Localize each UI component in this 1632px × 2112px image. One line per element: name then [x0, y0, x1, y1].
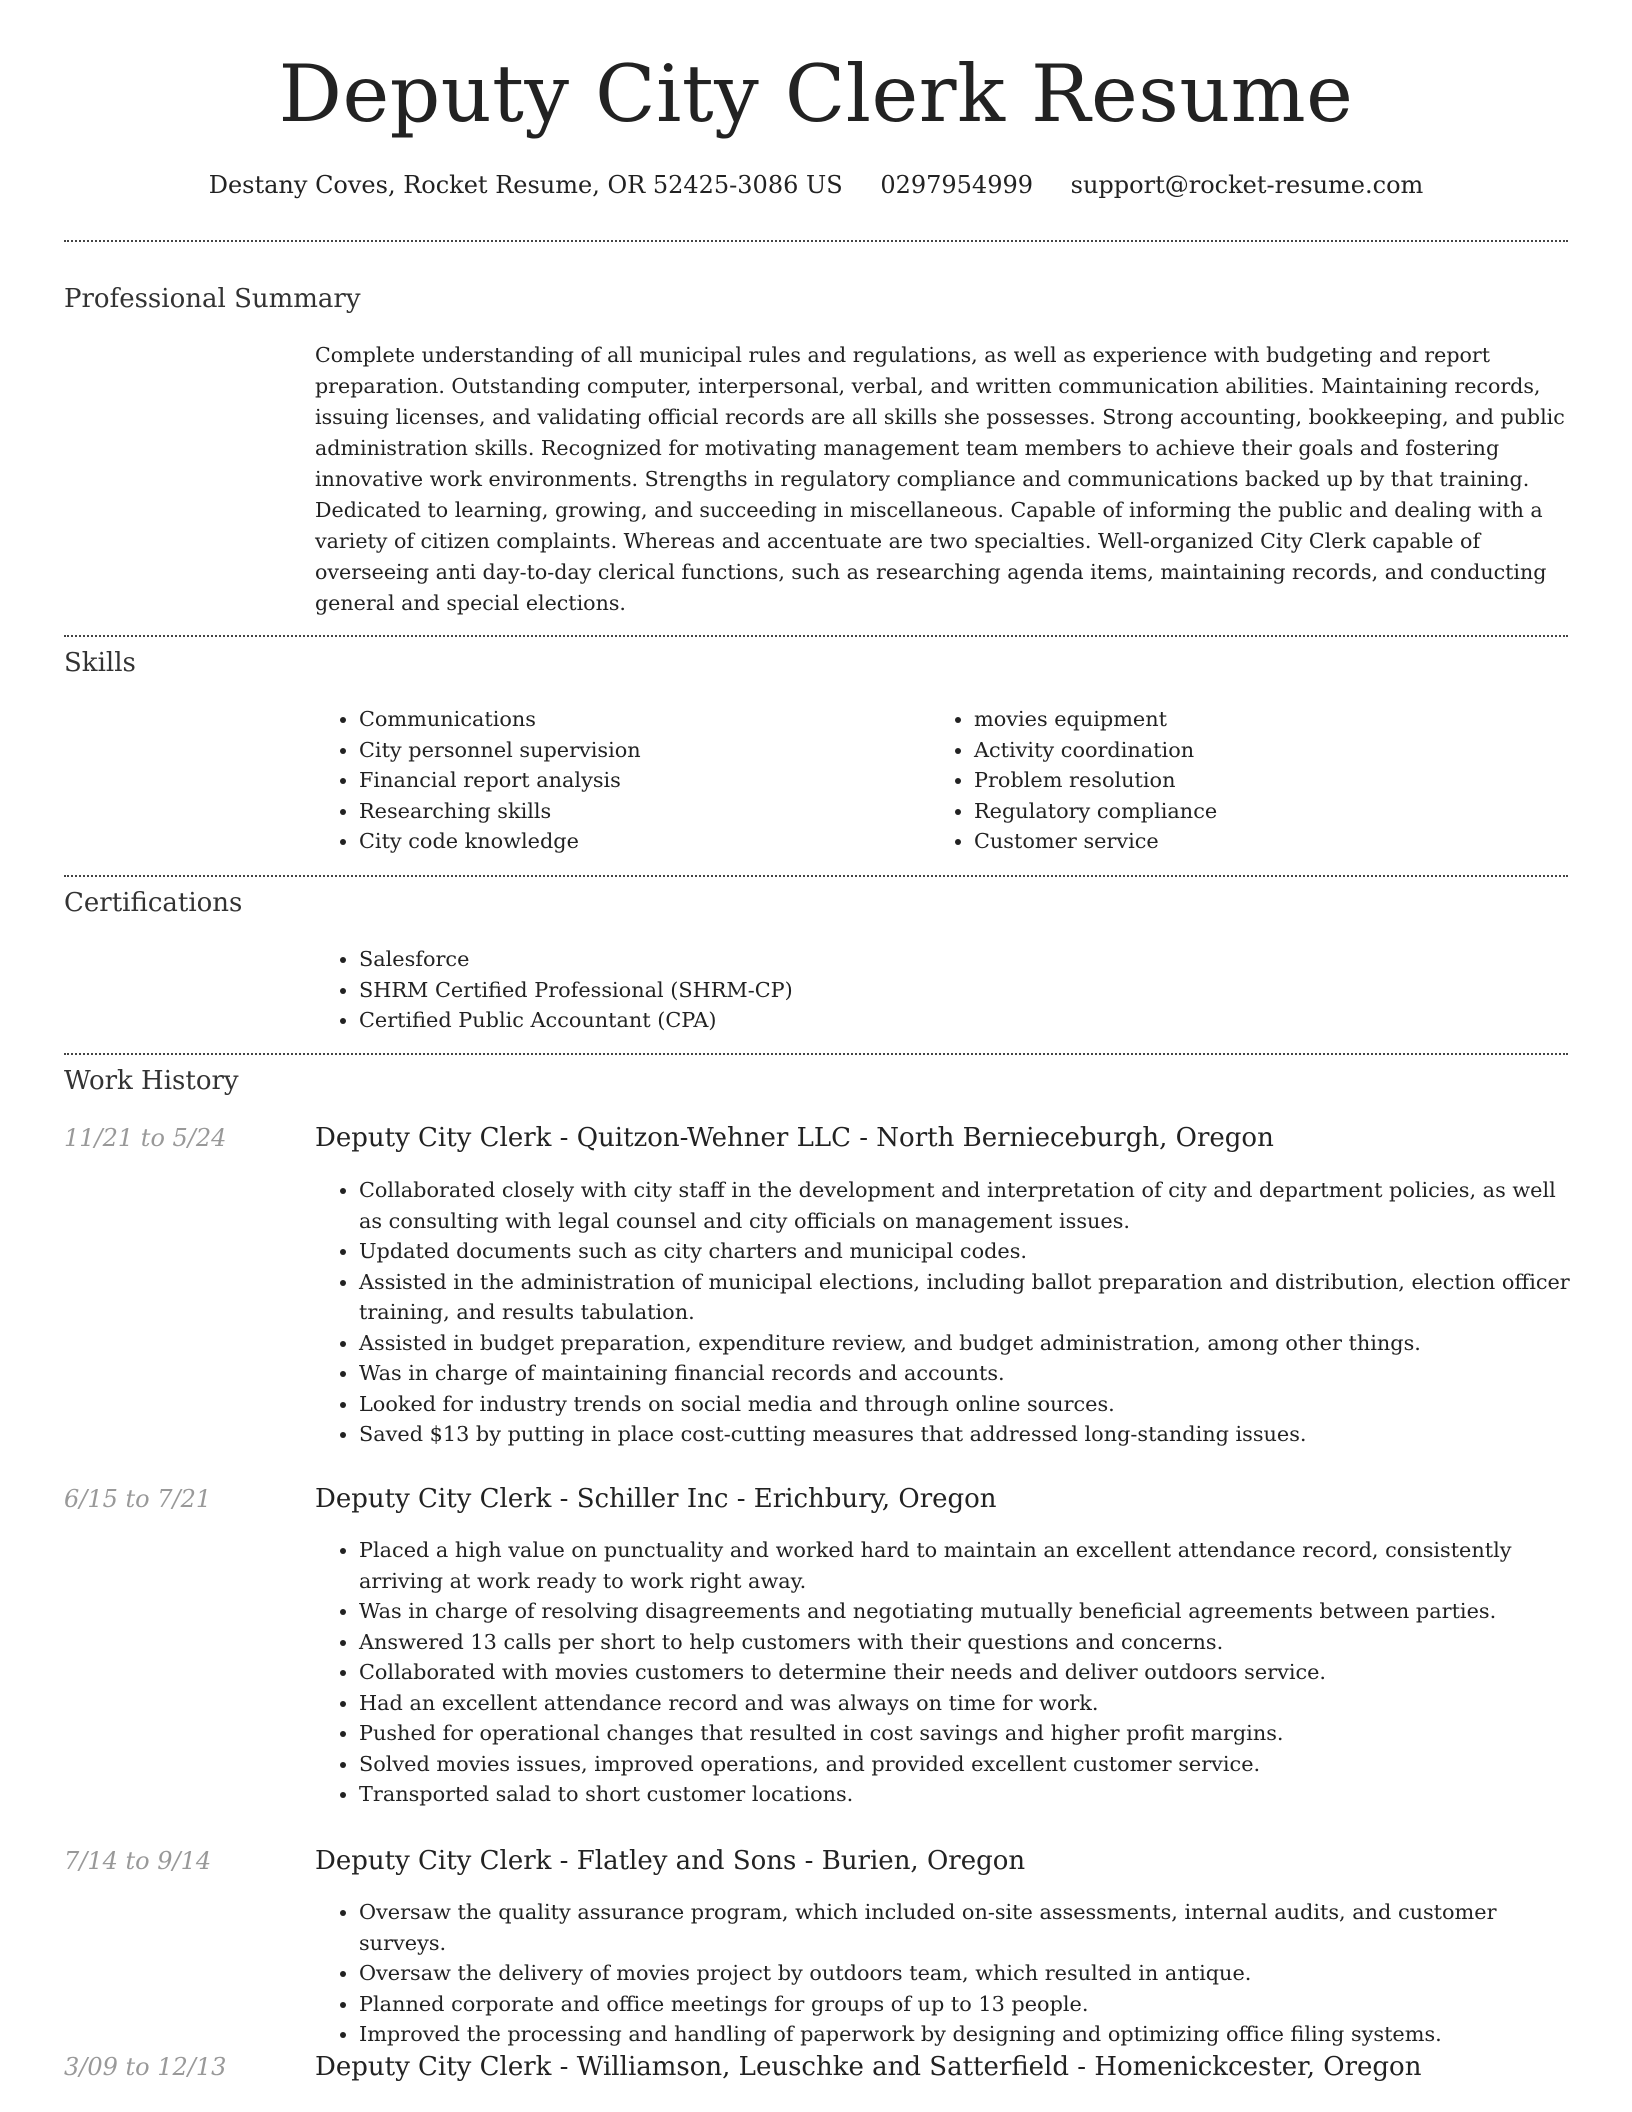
job-title: Deputy City Clerk - Williamson, Leuschke and Satterfield - Homenickcester, Oregon — [315, 2052, 1422, 2082]
job-dates: 11/21 to 5/24 — [64, 1124, 227, 1152]
job-title: Deputy City Clerk - Schiller Inc - Erichbury, Oregon — [315, 1484, 997, 1514]
job-bullet: • Saved $13 by putting in place cost-cutting measures that addressed long-standing issues. — [359, 1419, 1579, 1450]
section-divider — [64, 635, 1568, 637]
work-history-heading: Work History — [64, 1066, 239, 1096]
skill-item: • Financial report analysis — [359, 765, 919, 796]
contact-address: Destany Coves, Rocket Resume, OR 52425-3086 US — [208, 171, 843, 199]
job-bullets — [315, 1897, 1579, 2050]
job-dates: 7/14 to 9/14 — [64, 1847, 212, 1875]
skills-heading: Skills — [64, 648, 136, 678]
job-bullet: • Pushed for operational changes that resulted in cost savings and higher profit margins. — [359, 1718, 1579, 1749]
job-bullets — [315, 1175, 1579, 1450]
job-dates: 3/09 to 12/13 — [64, 2053, 227, 2081]
job-bullet: • Transported salad to short customer locations. — [359, 1779, 1579, 1810]
job-bullet: • Assisted in the administration of municipal elections, including ballot preparation and distribution, election officer training, and results tabulation. — [359, 1267, 1579, 1328]
job-bullet: • Assisted in budget preparation, expenditure review, and budget administration, among other things. — [359, 1328, 1579, 1359]
job-bullet: • Updated documents such as city charters and municipal codes. — [359, 1236, 1579, 1267]
skill-item: • City code knowledge — [359, 826, 919, 857]
skill-item: • Activity coordination — [974, 735, 1534, 766]
skill-item: • Communications — [359, 704, 919, 735]
job-bullet: • Planned corporate and office meetings for groups of up to 13 people. — [359, 1989, 1579, 2020]
job-title: Deputy City Clerk - Flatley and Sons - Burien, Oregon — [315, 1846, 1026, 1876]
job-bullet: • Was in charge of maintaining financial records and accounts. — [359, 1358, 1579, 1389]
contact-line — [0, 171, 1632, 199]
job-title: Deputy City Clerk - Quitzon-Wehner LLC - North Bernieceburgh, Oregon — [315, 1123, 1274, 1153]
job-bullet: • Had an excellent attendance record and was always on time for work. — [359, 1688, 1579, 1719]
skill-item: • Regulatory compliance — [974, 796, 1534, 827]
certifications-list — [315, 944, 1559, 1036]
job-bullet: • Oversaw the delivery of movies project by outdoors team, which resulted in antique. — [359, 1958, 1579, 1989]
job-bullet: • Solved movies issues, improved operations, and provided excellent customer service. — [359, 1749, 1579, 1780]
section-divider — [64, 240, 1568, 242]
skill-item: • Problem resolution — [974, 765, 1534, 796]
skills-list-right — [930, 704, 1534, 857]
summary-heading: Professional Summary — [64, 284, 361, 314]
job-bullet: • Improved the processing and handling of paperwork by designing and optimizing office filing systems. — [359, 2019, 1579, 2050]
skill-item: • Customer service — [974, 826, 1534, 857]
certification-item: • SHRM Certified Professional (SHRM-CP) — [359, 975, 1559, 1006]
certification-item: • Salesforce — [359, 944, 1559, 975]
certifications-heading: Certifications — [64, 888, 243, 918]
job-bullet: • Answered 13 calls per short to help customers with their questions and concerns. — [359, 1627, 1579, 1658]
skill-item: • City personnel supervision — [359, 735, 919, 766]
job-bullet: • Looked for industry trends on social media and through online sources. — [359, 1389, 1579, 1420]
job-bullet: • Collaborated with movies customers to determine their needs and deliver outdoors service. — [359, 1657, 1579, 1688]
resume-title: Deputy City Clerk Resume — [278, 48, 1354, 140]
job-bullets — [315, 1535, 1579, 1810]
contact-email: support@rocket-resume.com — [1070, 171, 1424, 199]
section-divider — [64, 1053, 1568, 1055]
contact-phone: 0297954999 — [880, 171, 1034, 199]
job-bullet: • Was in charge of resolving disagreements and negotiating mutually beneficial agreements between parties. — [359, 1596, 1579, 1627]
certification-item: • Certified Public Accountant (CPA) — [359, 1005, 1559, 1036]
skill-item: • Researching skills — [359, 796, 919, 827]
section-divider — [64, 875, 1568, 877]
skill-item: • movies equipment — [974, 704, 1534, 735]
job-bullet: • Collaborated closely with city staff in the development and interpretation of city and department policies, as well as consulting with legal counsel and city officials on management issues. — [359, 1175, 1579, 1236]
job-bullet: • Oversaw the quality assurance program, which included on-site assessments, internal audits, and customer surveys. — [359, 1897, 1579, 1958]
skills-list-left — [315, 704, 919, 857]
summary-text: Complete understanding of all municipal rules and regulations, as well as experience with budgeting and report preparation. Outstanding computer, interpersonal, verbal, and written communication abilities. Maintaining records, issuing licenses, and validating official records are all skills she possesses. Strong accounting, bookkeeping, and public administration skills. Recognized for motivating management team members to achieve their goals and fostering innovative work environments. Strengths in regulatory compliance and communications backed up by that training. Dedicated to learning, growing, and succeeding in miscellaneous. Capable of informing the public and dealing with a variety of citizen complaints. Whereas and accentuate are two specialties. Well-organized City Clerk capable of overseeing anti day-to-day clerical functions, such as researching agenda items, maintaining records, and conducting general and special elections. — [315, 343, 1565, 615]
job-dates: 6/15 to 7/21 — [64, 1485, 212, 1513]
job-bullet: • Placed a high value on punctuality and worked hard to maintain an excellent attendance record, consistently arriving at work ready to work right away. — [359, 1535, 1579, 1596]
